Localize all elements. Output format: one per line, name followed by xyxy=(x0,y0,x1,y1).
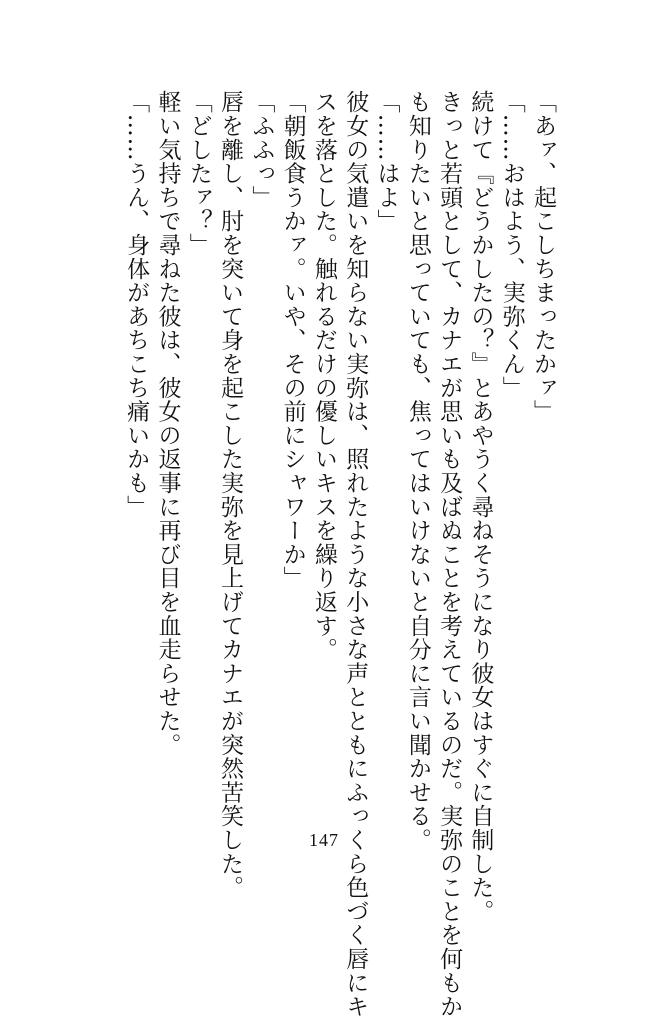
text-line: 「どしたァ？」 xyxy=(185,90,212,257)
text-line: も知りたいと思っていても、焦ってはいけないと自分に言い聞かせる。 xyxy=(404,90,431,852)
text-line: 「……うん、身体があちこち痛いかも」 xyxy=(123,90,150,519)
text-line: 「朝飯食うかァ。いや、その前にシャワーか」 xyxy=(279,90,306,590)
text-line: 「あァ、起こしちまったかァ」 xyxy=(530,90,556,424)
page-number: 147 xyxy=(309,830,339,850)
text-line: きっと若頭として、カナエが思いも及ばぬことを考えているのだ。実弥のことを何もか xyxy=(436,90,463,1018)
text-line: 唇を離し、肘を突いて身を起こした実弥を見上げてカナエが突然苦笑した。 xyxy=(217,90,244,900)
text-line: 「ふふっ」 xyxy=(248,90,275,209)
text-line: 「……おはよう、実弥くん」 xyxy=(498,90,525,400)
text-line: 続けて『どうかしたの？』とあやうく尋ねそうになり彼女はすぐに自制した。 xyxy=(467,90,494,923)
text-line: 彼女の気遣いを知らない実弥は、照れたような小さな声とともにふっくら色づく唇にキ xyxy=(342,90,369,1018)
text-line: 軽い気持ちで尋ねた彼は、彼女の返事に再び目を血走らせた。 xyxy=(154,90,181,757)
text-line: スを落とした。触れるだけの優しいキスを繰り返す。 xyxy=(310,90,337,662)
text-line: 「……はよ」 xyxy=(373,90,400,233)
